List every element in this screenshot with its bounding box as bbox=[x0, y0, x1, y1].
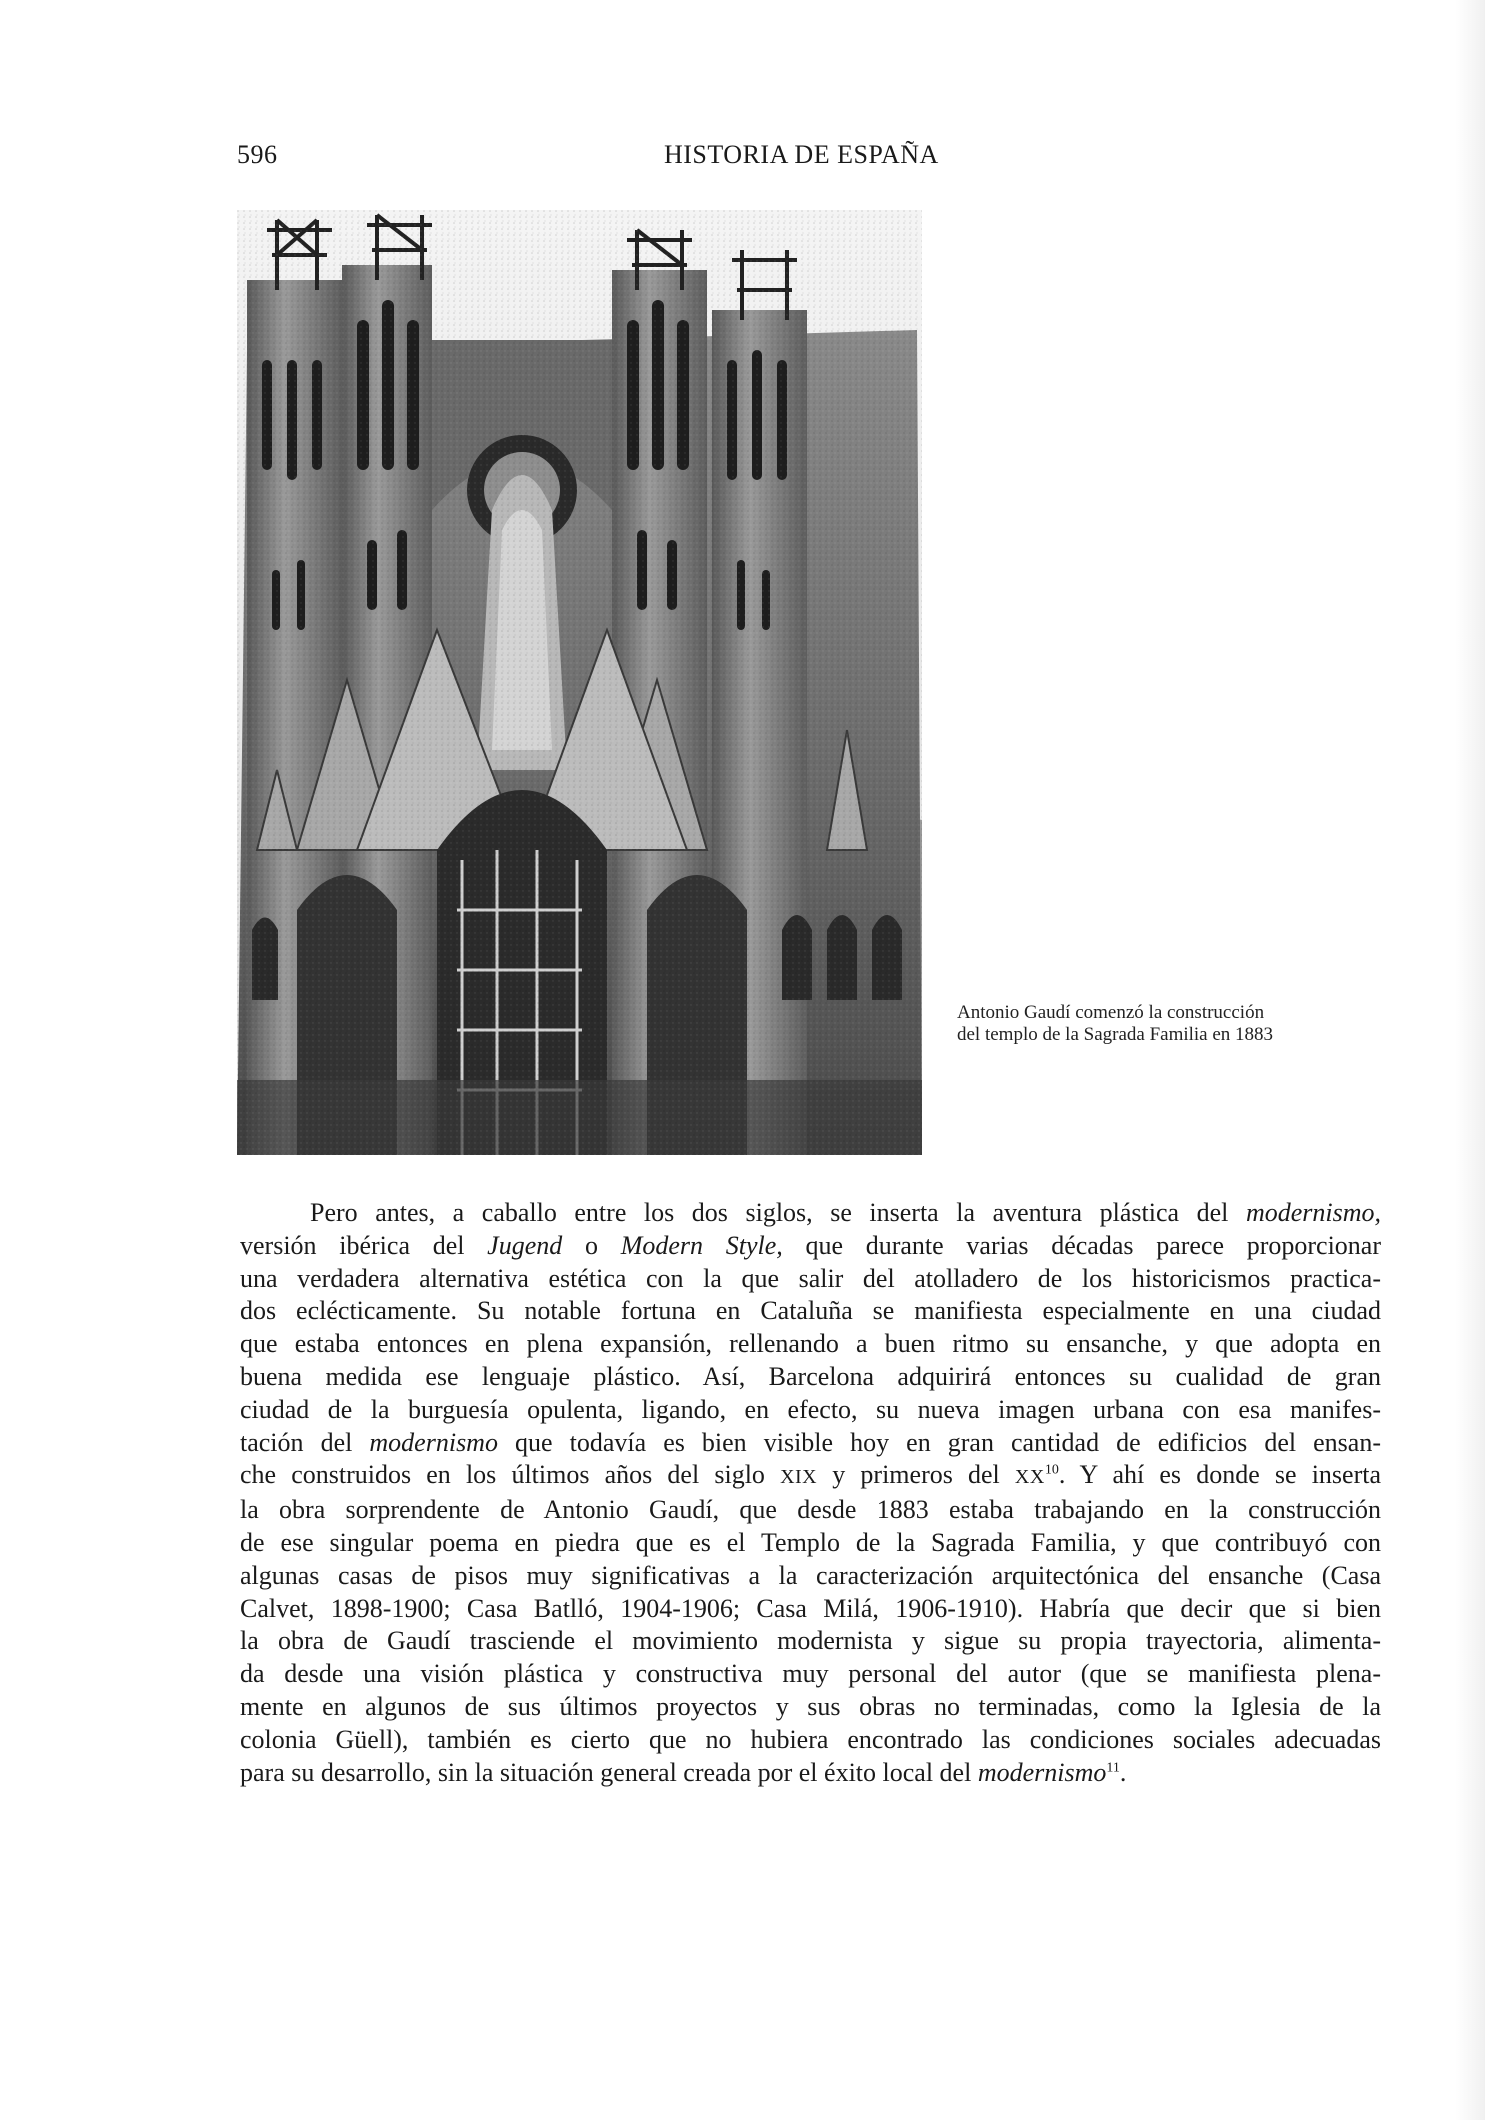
text-line: Pero antes, a caballo entre los dos siglos, se inserta la aventura plástica del modernismo, bbox=[310, 1198, 1381, 1227]
caption-line: Antonio Gaudí comenzó la construcción bbox=[957, 1002, 1265, 1023]
text-line: versión ibérica del Jugend o Modern Style, que durante varias décadas parece proporcionar bbox=[240, 1230, 1382, 1260]
figure-caption bbox=[957, 1002, 1377, 1046]
text-line: colonia Güell), también es cierto que no hubiera encontrado las condiciones sociales adecuadas bbox=[240, 1724, 1381, 1754]
text-line: ciudad de la burguesía opulenta, ligando, en efecto, su nueva imagen urbana con esa manifes- bbox=[240, 1394, 1381, 1424]
page-header bbox=[237, 140, 957, 180]
scan-edge-shadow bbox=[1455, 0, 1485, 2120]
body-paragraph bbox=[240, 1197, 1381, 1789]
text-line: che construidos en los últimos años del siglo XIX y primeros del XX$^{10}$. Y ahí es donde se inserta bbox=[240, 1460, 1381, 1490]
running-title: HISTORIA DE ESPAÑA bbox=[664, 140, 939, 169]
text-line: mente en algunos de sus últimos proyectos y sus obras no terminadas, como la Iglesia de la bbox=[240, 1691, 1381, 1721]
text-line: tación del modernismo que todavía es bien visible hoy en gran cantidad de edificios del ensan- bbox=[240, 1427, 1381, 1457]
text-line: la obra de Gaudí trasciende el movimiento modernista y sigue su propia trayectoria, alimenta- bbox=[240, 1626, 1381, 1656]
text-line: la obra sorprendente de Antonio Gaudí, que desde 1883 estaba trabajando en la construcción bbox=[240, 1495, 1381, 1525]
text-line: que estaba entonces en plena expansión, rellenando a buen ritmo su ensanche, y que adopta en bbox=[240, 1329, 1381, 1359]
text-line: de ese singular poema en piedra que es el Templo de la Sagrada Familia, y que contribuyó con bbox=[240, 1527, 1381, 1557]
page-number: 596 bbox=[237, 140, 278, 169]
photo-illustration bbox=[237, 210, 922, 1155]
text-line: algunas casas de pisos muy significativas a la caracterización arquitectónica del ensanche (Casa bbox=[240, 1560, 1381, 1590]
text-line: da desde una visión plástica y constructiva muy personal del autor (que se manifiesta plena- bbox=[240, 1659, 1381, 1689]
text-line: Calvet, 1898-1900; Casa Batlló, 1904-1906; Casa Milá, 1906-1910). Habría que decir que si bien bbox=[240, 1593, 1381, 1623]
text-line: buena medida ese lenguaje plástico. Así, Barcelona adquirirá entonces su cualidad de gran bbox=[240, 1361, 1381, 1391]
text-line: para su desarrollo, sin la situación general creada por el éxito local del modernismo$^{11}$. bbox=[240, 1757, 1127, 1787]
sagrada-familia-photo bbox=[237, 210, 922, 1155]
text-line: dos eclécticamente. Su notable fortuna en Cataluña se manifiesta especialmente en una ciudad bbox=[240, 1296, 1381, 1326]
footnote-ref: 10 bbox=[1044, 1462, 1059, 1478]
footnote-ref: 11 bbox=[1106, 1759, 1120, 1775]
text-line: una verdadera alternativa estética con la que salir del atolladero de los historicismos practica- bbox=[240, 1263, 1381, 1293]
caption-line: del templo de la Sagrada Familia en 1883 bbox=[957, 1024, 1274, 1045]
